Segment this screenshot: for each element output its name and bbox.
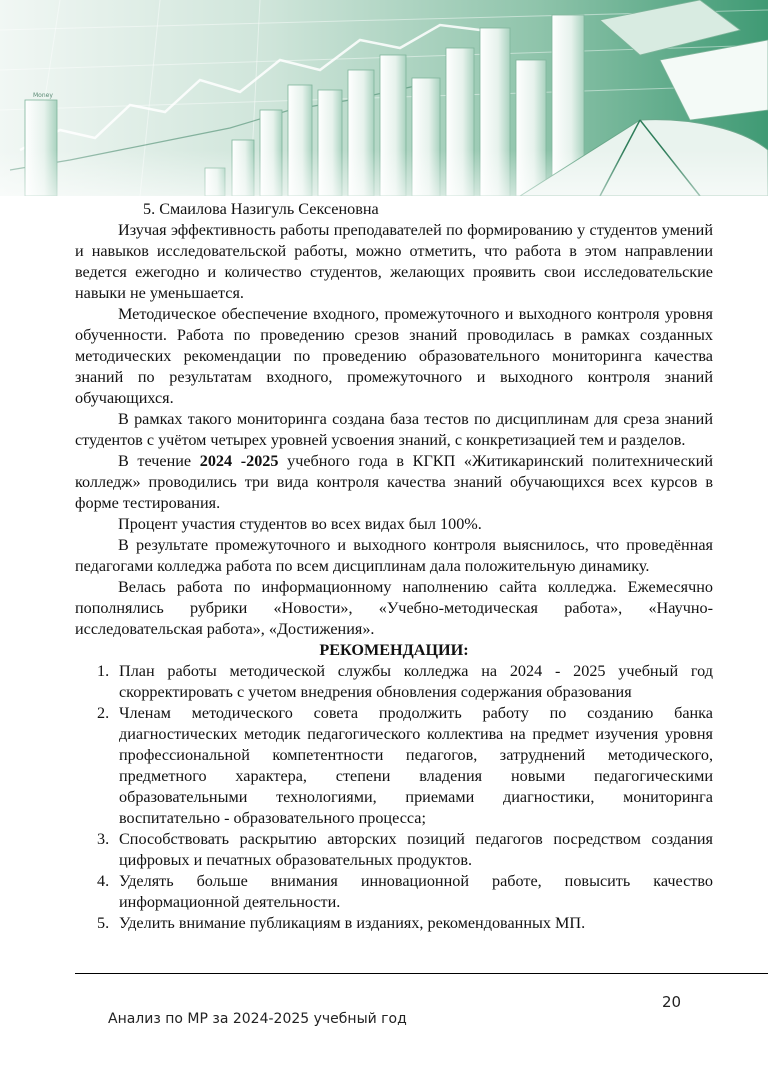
recommendation-text: Членам методического совета продолжить работу по созданию банка диагностических методик педагогического коллектива на предмет изучения уровня профессиональной компетентности педагогов, затруднений методического, предметного характера, степени владения новыми педагогическими образовательными технологиями, приемами диагностики, мониторинга воспитательно - образовательного процесса; [119,704,713,827]
header-banner-image [0,0,768,196]
paragraph-results: В результате промежуточного и выходного контроля выяснилось, что проведённая педагогами колледжа работа по всем дисциплинам дала положительную динамику. [75,536,713,575]
recommendation-number: 4. [97,872,110,890]
paragraph-methodical-support: Методическое обеспечение входного, промежуточного и выходного контроля уровня обученности. Работа по проведению срезов знаний проводилась в рамках созданных методических рекомендации по проведению образовательного мониторинга качества знаний по результатам входного, промежуточного и выходного контроля знаний обучающихся. [75,305,713,407]
recommendation-item [75,871,713,913]
banner-money-label: Money [33,92,53,99]
paragraph-text: учебного года в КГКП «Житикаринский политехнический колледж» проводились три вида контроля качества знаний обучающихся всех курсов в форме тестирования. [75,452,713,512]
recommendation-item [75,913,713,934]
paragraph-control-types [75,451,713,514]
recommendation-text: План работы методической службы колледжа на 2024 - 2025 учебный год скорректировать с учетом внедрения обновления содержания образования [119,662,713,701]
paragraph-participation: Процент участия студентов во всех видах был 100%. [118,515,482,533]
recommendation-text: Уделять больше внимания инновационной работе, повысить качество информационной деятельности. [119,872,713,911]
recommendations-heading: РЕКОМЕНДАЦИИ: [319,641,469,659]
recommendation-item [75,703,713,829]
page-number: 20 [662,993,682,1011]
recommendation-number: 2. [97,704,110,722]
footer-divider [75,973,768,974]
recommendation-item [75,661,713,703]
paragraph-text: В течение [118,452,200,470]
recommendation-number: 1. [97,662,110,680]
academic-year-bold: 2024 -2025 [199,452,279,470]
paragraph-test-base: В рамках такого мониторинга создана база тестов по дисциплинам для среза знаний студентов с учётом четырех уровней усвоения знаний, с конкретизацией тем и разделов. [75,410,713,449]
person-name: Смаилова Назигуль Сексеновна [159,200,379,218]
recommendation-number: 3. [97,830,110,848]
list-item-5 [143,199,713,220]
recommendations-list [75,661,713,934]
recommendation-text: Способствовать раскрытию авторских позиций педагогов посредством создания цифровых и печатных образовательных продуктов. [119,830,713,869]
paragraph-website: Велась работа по информационному наполнению сайта колледжа. Ежемесячно пополнялись рубрики «Новости», «Учебно-методическая работа», «Научно-исследовательская работа», «Достижения». [75,578,713,638]
footer-title: Анализ по МР за 2024-2025 учебный год [108,1011,407,1027]
document-body [75,199,713,934]
recommendation-number: 5. [97,914,110,932]
recommendation-item [75,829,713,871]
paragraph-research-work: Изучая эффективность работы преподавателей по формированию у студентов умений и навыков исследовательской работы, можно отметить, что работа в этом направлении ведется ежегодно и количество студентов, желающих проявить свои исследовательские навыки не уменьшается. [75,221,713,302]
list-item-number: 5. [143,200,156,218]
recommendation-text: Уделить внимание публикациям в изданиях, рекомендованных МП. [119,914,586,932]
